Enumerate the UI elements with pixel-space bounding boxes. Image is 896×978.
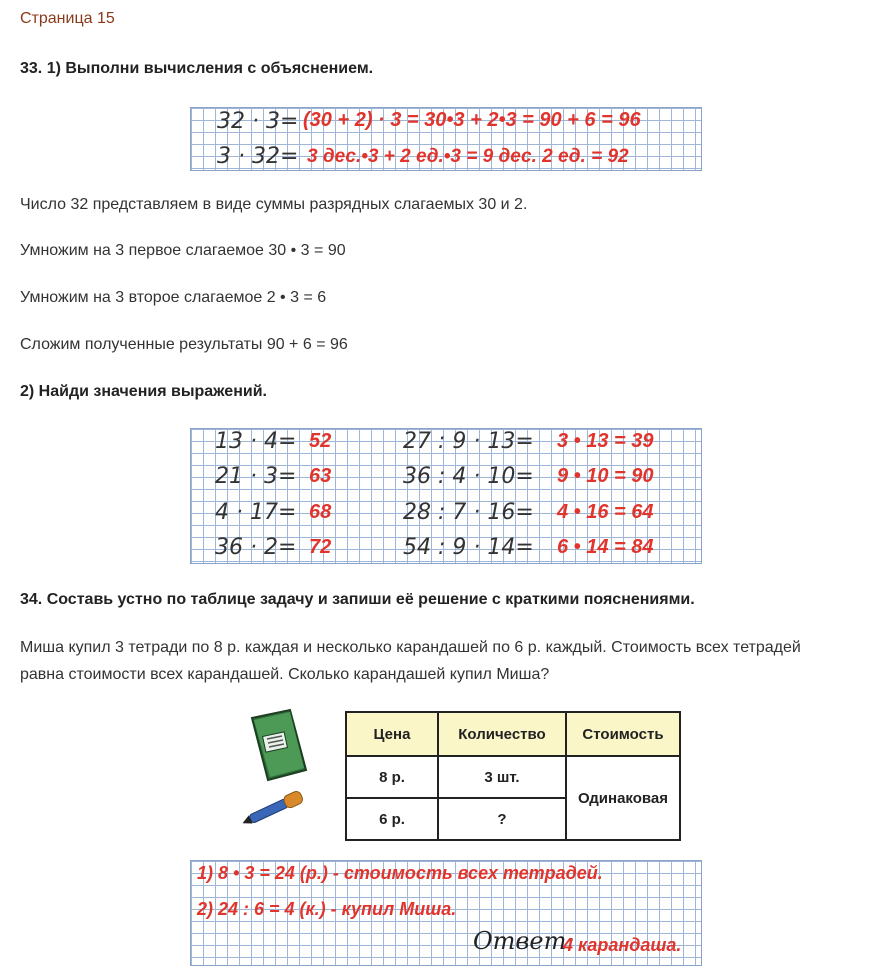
expr-left: 3 · 32= <box>217 144 299 169</box>
price-table <box>345 711 681 841</box>
solution-grid <box>190 860 702 966</box>
expr-answer: 68 <box>309 501 332 523</box>
explanation-line: Умножим на 3 второе слагаемое 2 • 3 = 6 <box>20 289 327 306</box>
table-header: Количество <box>438 712 566 756</box>
expr-answer: (30 + 2) · 3 = 30•3 + 2•3 = 90 + 6 = 96 <box>303 109 641 131</box>
pen-icon <box>238 786 310 830</box>
notebook-icon <box>246 708 312 782</box>
expr-left: 21 · 3= <box>215 464 297 489</box>
expr-right: 27 : 9 · 13= <box>403 429 534 454</box>
task33-grid-2 <box>190 428 702 564</box>
expr-right: 54 : 9 · 14= <box>403 535 534 560</box>
expr-answer: 4 • 16 = 64 <box>557 501 654 523</box>
table-cell: 6 р. <box>346 798 438 840</box>
expr-answer: 3 • 13 = 39 <box>557 430 654 452</box>
expr-answer: 6 • 14 = 84 <box>557 536 654 558</box>
expr-left: 4 · 17= <box>215 500 297 525</box>
expr-answer: 72 <box>309 536 332 558</box>
solution-line: 1) 8 • 3 = 24 (р.) - стоимость всех тетрадей. <box>197 863 603 883</box>
expr-answer: 9 • 10 = 90 <box>557 465 654 487</box>
table-cell: ? <box>438 798 566 840</box>
table-header: Стоимость <box>566 712 680 756</box>
solution-line: 2) 24 : 6 = 4 (к.) - купил Миша. <box>197 899 457 919</box>
expr-answer: 3 дес.•3 + 2 ед.•3 = 9 дес. 2 ед. = 92 <box>307 146 629 167</box>
expr-left: 13 · 4= <box>215 429 297 454</box>
explanation-line: Умножим на 3 первое слагаемое 30 • 3 = 90 <box>20 242 346 259</box>
task34-heading: 34. Составь устно по таблице задачу и запиши её решение с краткими пояснениями. <box>20 591 695 608</box>
task33-heading-2: 2) Найди значения выражений. <box>20 383 267 400</box>
task33-heading: 33. 1) Выполни вычисления с объяснением. <box>20 60 374 77</box>
expr-right: 36 : 4 · 10= <box>403 464 534 489</box>
answer-label: Ответ: <box>473 927 575 955</box>
answer-value: 4 карандаша. <box>563 935 682 955</box>
table-header: Цена <box>346 712 438 756</box>
table-cell: Одинаковая <box>566 756 680 840</box>
explanation-line: Сложим полученные результаты 90 + 6 = 96 <box>20 336 348 353</box>
task34-problem: Миша купил 3 тетради по 8 р. каждая и несколько карандашей по 6 р. каждый. Стоимость всех тетрадей равна стоимости всех карандашей. Сколько карандашей купил Миша? <box>20 639 801 683</box>
expr-left: 32 · 3= <box>217 109 299 134</box>
expr-answer: 52 <box>309 430 332 452</box>
expr-answer: 63 <box>309 465 332 487</box>
page-label: Страница 15 <box>20 10 115 27</box>
expr-left: 36 · 2= <box>215 535 297 560</box>
table-cell: 8 р. <box>346 756 438 798</box>
table-cell: 3 шт. <box>438 756 566 798</box>
task33-grid-1 <box>190 107 702 171</box>
expr-right: 28 : 7 · 16= <box>403 500 534 525</box>
explanation-line: Число 32 представляем в виде суммы разрядных слагаемых 30 и 2. <box>20 196 528 213</box>
